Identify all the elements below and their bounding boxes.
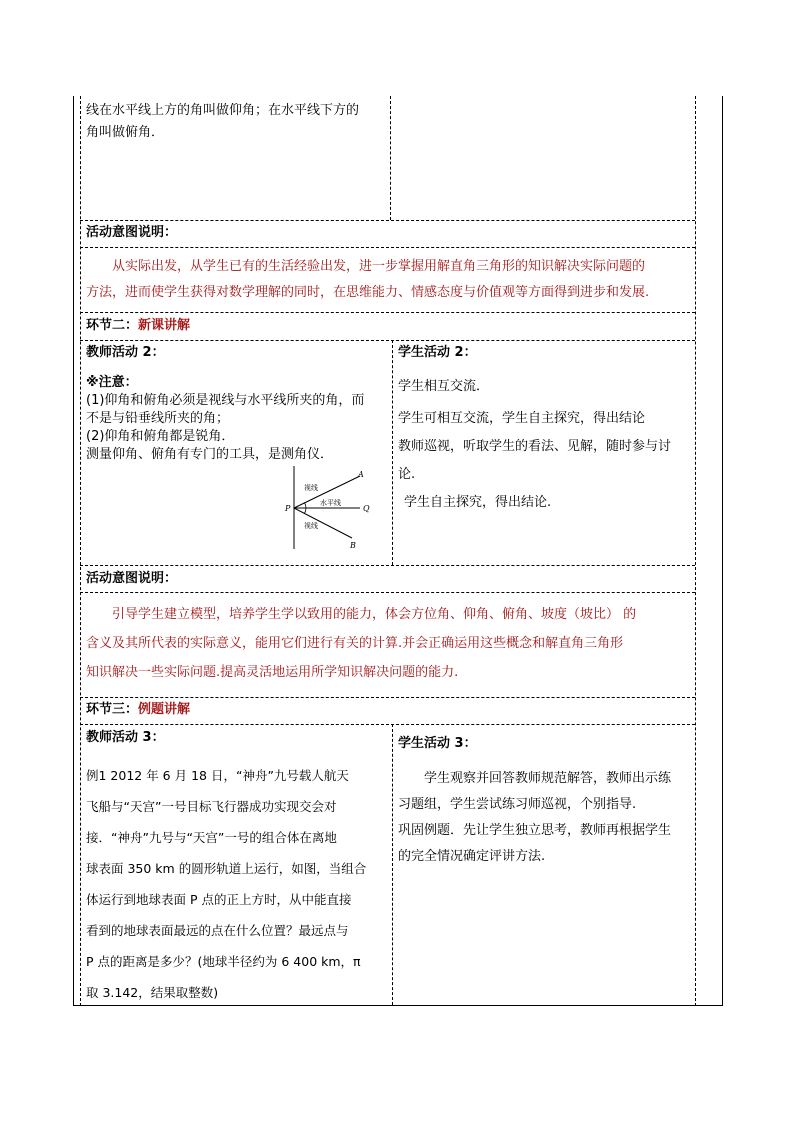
label-q: Q	[363, 504, 370, 513]
section3-heading	[86, 700, 190, 720]
example-line: 飞船与“天宫”一号目标飞行器成功实现交会对	[86, 799, 337, 814]
text-line: 论.	[398, 467, 416, 482]
student3-body	[398, 766, 671, 870]
intent2-heading: 活动意图说明：	[86, 571, 178, 586]
student2-heading: 学生活动 2：	[398, 345, 477, 360]
example-line: 球表面 350 km 的圆形轨道上运行，如图，当组合	[86, 861, 367, 876]
text-line: 引导学生建立模型，培养学生学以致用的能力，体会方位角、仰角、俯角、坡度（坡比） 的	[112, 607, 637, 622]
text-line: 知识解决一些实际问题.提高灵活地运用所学知识解决问题的能力.	[86, 665, 459, 680]
text-line: 学生可相互交流，学生自主探究，得出结论	[398, 411, 646, 426]
text-line: 方法，进而使学生获得对数学理解的同时，在思维能力、情感态度与价值观等方面得到进步和发展.	[86, 285, 650, 300]
row-line-5	[80, 565, 695, 566]
text-line: 角叫做俯角．	[86, 125, 165, 140]
section2-title: 新课讲解	[138, 318, 191, 333]
example-line: P 点的距离是多少？(地球半径约为 6 400 km，π	[86, 954, 361, 969]
text-line: 从实际出发，从学生已有的生活经验出发，进一步掌握用解直角三角形的知识解决实际问题的	[112, 259, 646, 274]
text-line: 线在水平线上方的角叫做仰角；在水平线下方的	[86, 103, 360, 118]
example-line: 例1 2012 年 6 月 18 日，“神舟”九号载人航天	[86, 768, 349, 783]
row-line-7	[80, 697, 695, 698]
row-line-3	[80, 312, 695, 313]
intent1-heading: 活动意图说明：	[86, 225, 178, 240]
text-line: 含义及其所代表的实际意义，能用它们进行有关的计算.并会正确运用这些概念和解直角三角形	[86, 636, 624, 651]
teacher3-body	[86, 760, 366, 1008]
horizontal-label: 水平线	[320, 499, 341, 507]
note-line: (2)仰角和俯角都是锐角．	[86, 429, 235, 444]
angle-arc-up	[305, 503, 307, 509]
row-line-4	[80, 340, 695, 341]
text-line: 的完全情况确定评讲方法.	[398, 849, 546, 864]
example-line: 体运行到地球表面 P 点的正上方时，从中能直接	[86, 892, 352, 907]
label-a: A	[358, 470, 364, 479]
teacher2-notes	[86, 374, 364, 464]
row-line-1	[80, 220, 695, 221]
inner-left-border	[80, 96, 81, 1006]
text-line: 学生观察并回答教师规范解答，教师出示练	[424, 771, 672, 786]
note-line: 不是与铅垂线所夹的角；	[86, 411, 230, 426]
sight-line-down	[294, 508, 352, 538]
sight-label-up: 视线	[304, 484, 318, 492]
example-line: 接．“神舟”九号与“天宫”一号的组合体在离地	[86, 830, 337, 845]
intent2-body	[86, 600, 636, 687]
row-line-2	[80, 247, 695, 248]
top-cell-text	[86, 100, 359, 144]
outer-right-border	[722, 96, 723, 1006]
note-line: 测量仰角、俯角有专门的工具，是测角仪．	[86, 447, 334, 462]
teacher2-heading: 教师活动 2：	[86, 345, 165, 360]
student2-body	[398, 376, 671, 514]
row-line-8	[80, 724, 695, 725]
section3-title: 例题讲解	[138, 702, 191, 717]
inner-right-border	[695, 96, 696, 1006]
section2-heading	[86, 316, 190, 336]
label-b: B	[350, 541, 356, 550]
col-divider-top	[390, 96, 391, 220]
outer-left-border	[73, 96, 74, 1006]
section3-prefix: 环节三：	[86, 702, 139, 717]
note-title: ※注意：	[86, 375, 138, 390]
note-line: (1)仰角和俯角必须是视线与水平线所夹的角，而	[86, 393, 365, 408]
section2-prefix: 环节二：	[86, 318, 139, 333]
student3-heading: 学生活动 3：	[398, 736, 477, 751]
example-line: 看到的地球表面最远的点在什么位置？最远点与	[86, 923, 349, 938]
text-line: 学生相互交流．	[398, 379, 490, 394]
col-divider-mid	[392, 340, 393, 565]
teacher3-heading: 教师活动 3：	[86, 730, 165, 745]
angle-arc-down	[305, 508, 307, 514]
angle-of-elevation-diagram	[282, 466, 382, 551]
sight-label-down: 视线	[304, 522, 318, 530]
col-divider-bottom	[392, 724, 393, 1005]
example-line: 取 3.142，结果取整数)	[86, 985, 219, 1000]
text-line: 学生自主探究，得出结论.	[404, 495, 552, 510]
intent1-body	[86, 254, 649, 306]
text-line: 习题组，学生尝试练习师巡视，个别指导.	[398, 797, 637, 812]
text-line: 教师巡视，听取学生的看法、见解，随时参与讨	[398, 439, 672, 454]
label-p: P	[285, 504, 291, 513]
text-line: 巩固例题．先让学生独立思考，教师再根据学生	[398, 823, 672, 838]
row-line-6	[80, 592, 695, 593]
